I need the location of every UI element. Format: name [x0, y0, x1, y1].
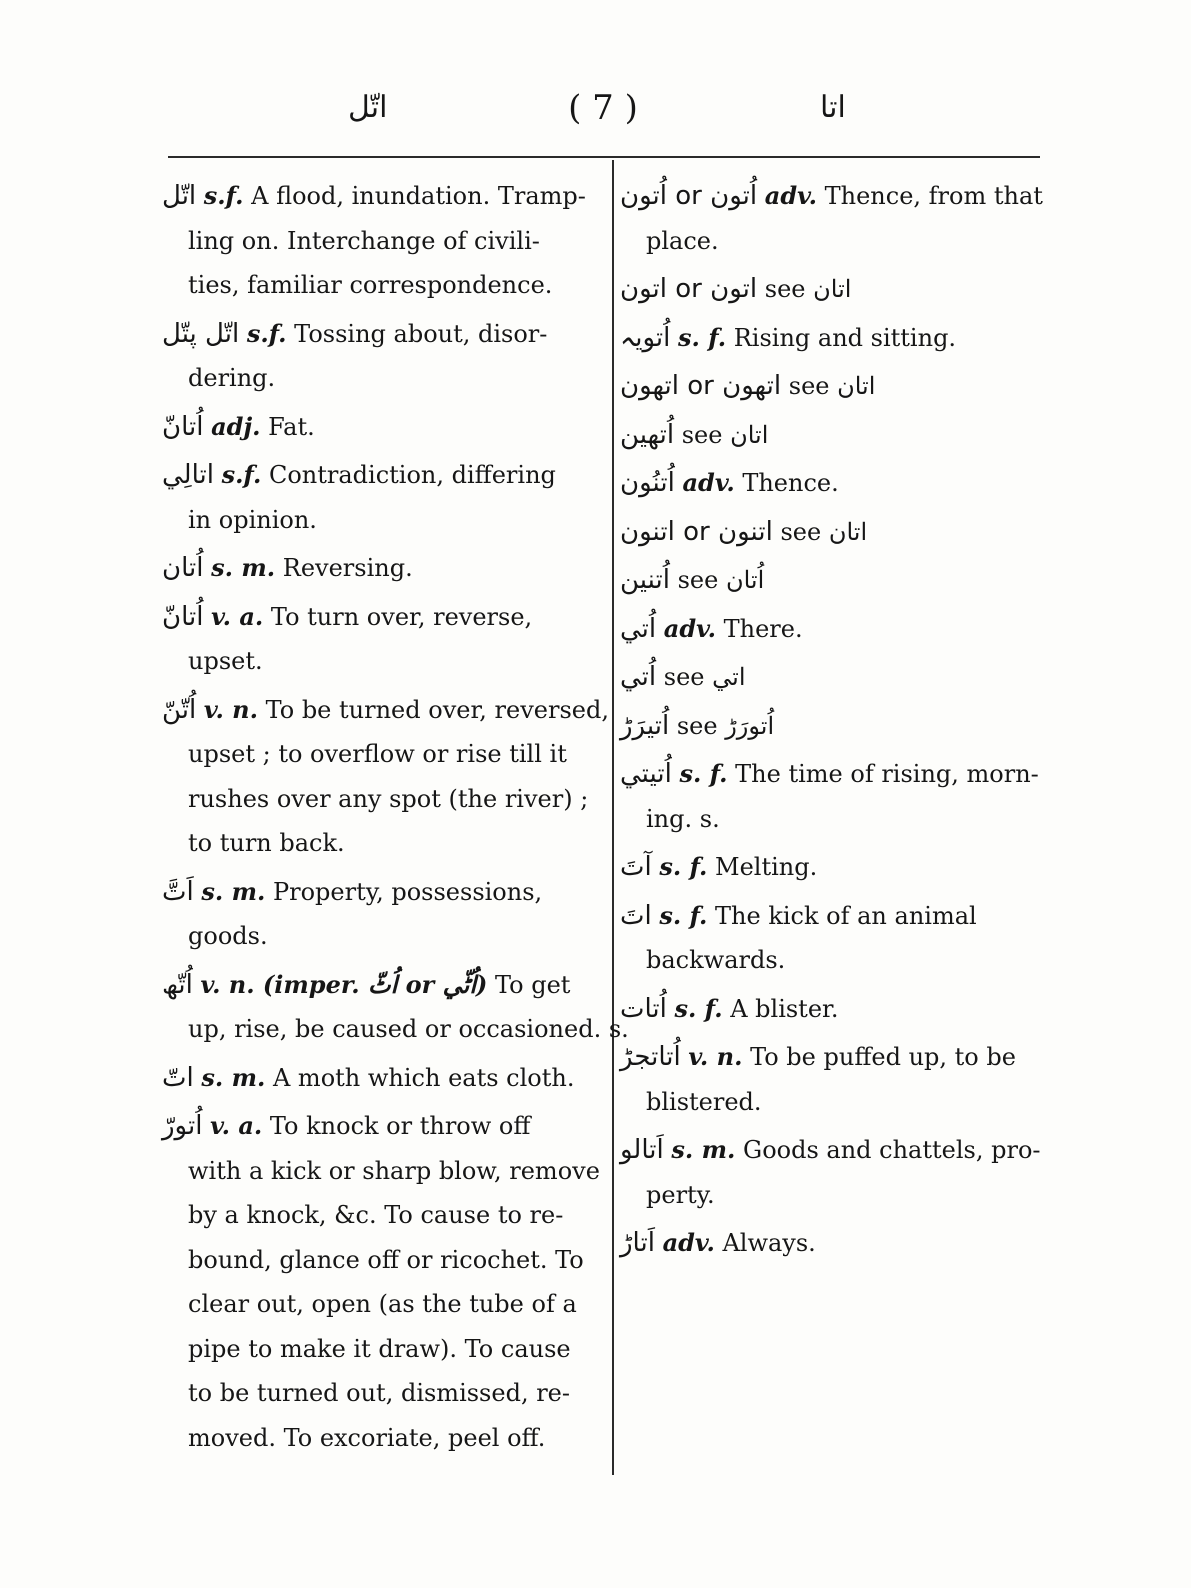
entry-definition-text: rushes over any spot (the river) ; — [188, 784, 589, 813]
entry-line — [620, 510, 1060, 555]
entry-definition-text: To turn over, reverse, — [270, 602, 533, 631]
entry-line — [620, 655, 1060, 700]
entry-headword: اُتي — [620, 613, 657, 644]
entry-grammar: v. a. — [211, 601, 264, 631]
dictionary-entry — [162, 595, 598, 684]
dictionary-entry — [620, 1221, 1060, 1266]
entry-definition-text: Contradiction, differing — [268, 461, 556, 489]
entry-definition-text: to be turned out, dismissed, re- — [188, 1379, 570, 1407]
entry-line — [162, 1282, 598, 1327]
entry-headword: اُتیرَڑ — [620, 710, 670, 741]
entry-headword: اُتانّ — [162, 601, 204, 632]
entry-line — [620, 461, 1060, 506]
entry-headword: اُتیتي — [620, 759, 672, 789]
entry-definition-text: Property, possessions, — [272, 877, 543, 906]
entry-line — [620, 1173, 1060, 1218]
entry-definition-text: To get — [495, 970, 571, 999]
entry-definition-text: pipe to make it draw). To cause — [188, 1334, 571, 1363]
entry-line — [620, 1221, 1060, 1266]
entry-definition-text: dering. — [188, 364, 276, 392]
entry-line — [162, 498, 598, 543]
entry-headword: اتالِي — [162, 460, 214, 490]
entry-line — [162, 453, 598, 498]
dictionary-entry — [162, 1056, 598, 1101]
header-left-word: اتّل — [348, 90, 388, 125]
entry-definition-text: goods. — [188, 922, 268, 950]
entry-headword: اتّل — [162, 181, 197, 211]
dictionary-entry — [620, 894, 1060, 983]
entry-headword: اَتالو — [620, 1135, 664, 1165]
entry-definition-text: see اتان — [764, 275, 852, 303]
entry-line — [620, 267, 1060, 312]
entry-definition-text: Always. — [722, 1229, 816, 1257]
header-rule — [168, 156, 1040, 158]
entry-grammar: s. f. — [659, 852, 708, 881]
entry-line — [620, 219, 1060, 264]
entry-definition-text: ties, familiar correspondence. — [188, 271, 553, 299]
dictionary-entry — [620, 413, 1060, 458]
entry-definition-text: place. — [646, 226, 719, 255]
header-right-word: اتا — [820, 90, 846, 125]
entry-grammar: adv. — [663, 613, 716, 643]
entry-definition-text: Goods and chattels, pro- — [743, 1136, 1041, 1164]
entry-grammar: s. m. — [211, 553, 276, 582]
dictionary-entry — [620, 607, 1060, 652]
dictionary-entry — [162, 546, 598, 591]
dictionary-entry — [162, 688, 609, 866]
dictionary-entry — [620, 267, 1060, 312]
entry-line — [162, 777, 598, 822]
entry-grammar: v. a. — [210, 1111, 263, 1140]
entry-grammar: s.f. — [246, 318, 287, 348]
dictionary-entry — [620, 845, 1060, 890]
entry-grammar: s. f. — [659, 900, 708, 930]
entry-headword: اُتون or اُتون — [620, 181, 758, 211]
entry-line — [162, 174, 598, 219]
dictionary-entry — [620, 1128, 1060, 1217]
entry-headword: اتّ — [162, 1062, 194, 1093]
entry-line — [620, 752, 1060, 797]
entry-definition-text: There. — [723, 614, 803, 643]
entry-line — [162, 1149, 598, 1194]
entry-headword: اُتي — [620, 662, 657, 692]
entry-line — [620, 797, 1060, 842]
entry-line — [162, 1416, 598, 1461]
entry-grammar: adj. — [211, 411, 261, 441]
entry-definition-text: upset. — [188, 647, 263, 675]
entry-line — [620, 607, 1060, 652]
entry-line — [162, 1371, 598, 1416]
entry-line — [162, 1193, 598, 1238]
entry-line — [620, 938, 1060, 983]
entry-headword: اُتانّ — [162, 411, 204, 442]
column-divider — [612, 160, 614, 1475]
entry-line — [620, 1080, 1060, 1125]
entry-line — [162, 1104, 598, 1149]
entry-headword: اُتھین — [620, 419, 675, 450]
entry-definition-text: Tossing about, disor- — [294, 319, 548, 348]
left-column — [162, 174, 629, 1464]
entry-line — [620, 364, 1060, 409]
entry-line — [620, 845, 1060, 890]
entry-definition-text: Fat. — [268, 412, 315, 441]
entry-grammar: adv. — [662, 1228, 715, 1257]
entry-grammar: s.f. — [203, 181, 244, 210]
entry-definition-text: Melting. — [715, 853, 818, 881]
entry-definition-text: see اُتورَڑ — [676, 711, 775, 740]
entry-definition-text: see اُتان — [677, 566, 765, 594]
dictionary-entry — [162, 312, 598, 401]
entry-definition-text: A moth which eats cloth. — [272, 1063, 575, 1092]
entry-grammar: v. n. — [688, 1042, 743, 1071]
entry-headword: اُتّنّ — [162, 694, 197, 725]
entry-definition-text: backwards. — [646, 946, 786, 974]
entry-definition-text: with a kick or sharp blow, remove — [188, 1156, 600, 1185]
entry-definition-text: The kick of an animal — [715, 901, 977, 930]
entry-line — [620, 1035, 1060, 1080]
entry-headword: اُتنُون — [620, 468, 675, 498]
entry-definition-text: Thence, from that — [824, 182, 1043, 210]
entry-grammar: s. f. — [679, 759, 728, 788]
entry-headword: اُتان — [162, 553, 204, 583]
entry-headword: اُتویہ — [620, 322, 671, 353]
dictionary-entry — [620, 752, 1060, 841]
dictionary-entry — [620, 655, 1060, 700]
entry-definition-text: by a knock, &c. To cause to re- — [188, 1201, 564, 1229]
entry-line — [162, 219, 598, 264]
entry-line — [620, 316, 1060, 361]
entry-line — [162, 688, 609, 733]
dictionary-entry — [162, 405, 598, 450]
entry-definition-text: see اتان — [780, 517, 868, 546]
entry-definition-text: see اتان — [788, 372, 876, 400]
entry-definition-text: Thence. — [742, 469, 839, 497]
entry-definition-text: clear out, open (as the tube of a — [188, 1290, 577, 1318]
dictionary-entry — [620, 316, 1060, 361]
entry-headword: اَتَّ — [162, 876, 194, 907]
right-column — [620, 174, 1060, 1270]
entry-headword: اتنون or اتنون — [620, 516, 773, 547]
entry-line — [162, 1238, 598, 1283]
entry-grammar: v. n. — [203, 694, 258, 724]
entry-line — [162, 1056, 598, 1101]
entry-line — [162, 1327, 598, 1372]
entry-grammar: v. n. (imper. اُٹّ or اُٹّي) — [200, 969, 488, 999]
entry-definition-text: A flood, inundation. Tramp- — [251, 182, 586, 210]
entry-line — [162, 732, 598, 777]
entry-definition-text: The time of rising, morn- — [735, 760, 1039, 788]
entry-definition-text: ing. s. — [646, 804, 720, 833]
entry-headword: اُتاتجڑ — [620, 1042, 681, 1072]
dictionary-entry — [620, 704, 1060, 749]
entry-definition-text: To knock or throw off — [269, 1112, 531, 1140]
dictionary-entry — [620, 1035, 1060, 1124]
entry-definition-text: to turn back. — [188, 829, 345, 857]
dictionary-entry — [620, 364, 1060, 409]
dictionary-entry — [620, 558, 1060, 603]
entry-grammar: s. m. — [671, 1135, 736, 1164]
entry-line — [162, 821, 598, 866]
entry-headword: اَتاڑ — [620, 1228, 655, 1258]
entry-definition-text: see اتي — [663, 663, 746, 691]
entry-line — [162, 914, 598, 959]
dictionary-entry — [620, 987, 1060, 1032]
entry-line — [162, 356, 598, 401]
dictionary-entry — [620, 174, 1060, 263]
entry-headword: اتھون or اتھون — [620, 371, 782, 401]
entry-line — [620, 174, 1060, 219]
entry-line — [162, 312, 598, 357]
entry-grammar: adv. — [764, 181, 817, 210]
entry-grammar: s. m. — [201, 876, 266, 906]
entry-grammar: s. f. — [674, 993, 723, 1023]
dictionary-entry — [620, 461, 1060, 506]
dictionary-entry — [620, 510, 1060, 555]
entry-definition-text: To be puffed up, to be — [750, 1043, 1016, 1071]
entry-line — [162, 639, 598, 684]
entry-definition-text: bound, glance off or ricochet. To — [188, 1245, 584, 1274]
page-number: ( 7 ) — [568, 88, 638, 128]
entry-grammar: s. f. — [678, 322, 727, 352]
dictionary-entry — [162, 1104, 598, 1460]
entry-definition-text: up, rise, be caused or occasioned. s. — [188, 1015, 629, 1043]
entry-line — [620, 704, 1060, 749]
entry-definition-text: Rising and sitting. — [733, 323, 957, 352]
entry-line — [620, 894, 1060, 939]
entry-headword: آتَ — [620, 852, 652, 882]
entry-headword: اُتنین — [620, 565, 670, 595]
entry-line — [620, 987, 1060, 1032]
entry-grammar: s. m. — [201, 1062, 266, 1092]
entry-definition-text: To be turned over, reversed, — [265, 695, 609, 724]
entry-headword: اتون or اتون — [620, 274, 758, 304]
entry-definition-text: ling on. Interchange of civili- — [188, 226, 540, 255]
entry-grammar: s.f. — [221, 460, 262, 489]
entry-line — [162, 1007, 629, 1052]
dictionary-entry — [162, 174, 598, 308]
entry-grammar: adv. — [682, 468, 735, 497]
entry-headword: اُتات — [620, 993, 667, 1024]
entry-headword: اُتّھ — [162, 969, 193, 1000]
entry-headword: اتَ — [620, 900, 652, 931]
entry-headword: اتّل پتّل — [162, 318, 240, 349]
entry-line — [162, 870, 598, 915]
entry-line — [162, 595, 598, 640]
entry-definition-text: A blister. — [730, 994, 839, 1023]
entry-headword: اُتورّ — [162, 1111, 203, 1141]
entry-definition-text: Reversing. — [282, 554, 413, 582]
dictionary-entry — [162, 453, 598, 542]
entry-line — [162, 263, 598, 308]
entry-line — [620, 1128, 1060, 1173]
entry-definition-text: see اتان — [681, 420, 769, 449]
entry-line — [620, 558, 1060, 603]
entry-definition-text: blistered. — [646, 1087, 762, 1116]
dictionary-entry — [162, 870, 598, 959]
entry-line — [162, 546, 598, 591]
entry-line — [162, 405, 598, 450]
entry-definition-text: moved. To excoriate, peel off. — [188, 1423, 546, 1452]
entry-definition-text: upset ; to overflow or rise till it — [188, 740, 567, 768]
entry-definition-text: perty. — [646, 1180, 715, 1209]
dictionary-entry — [162, 963, 629, 1052]
entry-line — [162, 963, 598, 1008]
entry-definition-text: in opinion. — [188, 505, 317, 534]
entry-line — [620, 413, 1060, 458]
